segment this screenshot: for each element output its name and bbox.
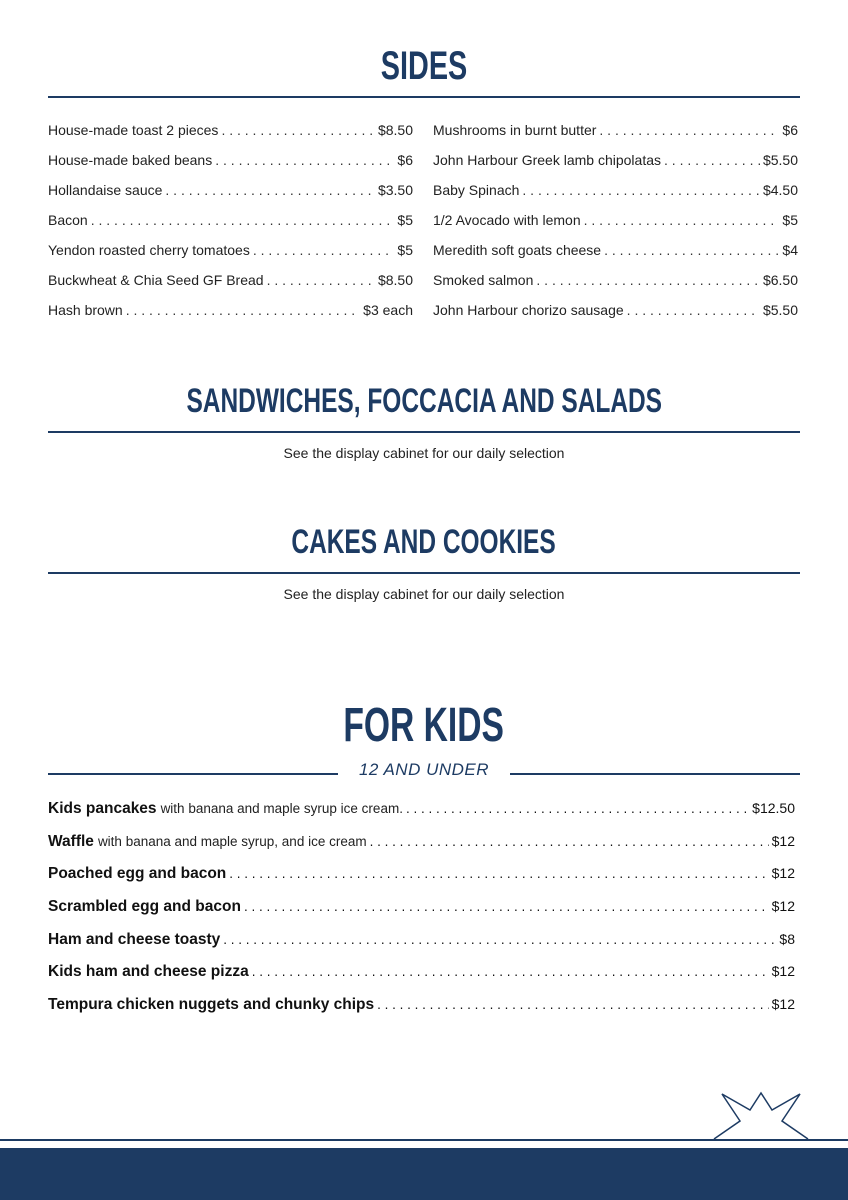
- item-price: $6: [397, 152, 413, 168]
- dot-leader: [599, 122, 779, 138]
- item-name: John Harbour chorizo sausage: [433, 302, 624, 318]
- item-name: Hash brown: [48, 302, 123, 318]
- menu-item: [433, 242, 798, 272]
- kids-menu-item: [48, 865, 795, 898]
- kids-item-price: $12: [771, 996, 795, 1013]
- dot-leader: [627, 302, 760, 318]
- item-name: John Harbour Greek lamb chipolatas: [433, 152, 662, 168]
- item-price: $4: [782, 242, 798, 258]
- dot-leader: [536, 272, 760, 288]
- dot-leader: [249, 964, 769, 979]
- footer-band: [0, 1148, 848, 1200]
- kids-divider-right: [510, 773, 800, 775]
- menu-item: [433, 182, 798, 212]
- dot-leader: [584, 212, 780, 228]
- menu-item: [48, 302, 413, 332]
- kids-item-name: Waffle: [48, 832, 94, 850]
- dot-leader: [241, 899, 769, 914]
- kids-item-name: Kids pancakes: [48, 800, 157, 817]
- menu-item: [433, 152, 798, 182]
- dot-leader: [226, 866, 768, 881]
- item-name: Mushrooms in burnt butter: [433, 122, 597, 138]
- menu-item: [433, 272, 798, 302]
- kids-menu-item: [48, 800, 795, 833]
- kids-item-name: Poached egg and bacon: [48, 865, 227, 883]
- item-name: House-made toast 2 pieces: [48, 122, 219, 138]
- item-price: $6: [782, 122, 798, 138]
- dot-leader: [126, 302, 360, 318]
- dot-leader: [367, 834, 769, 849]
- sides-heading: SIDES: [380, 44, 468, 88]
- cakes-heading: CAKES AND COOKIES: [291, 523, 557, 561]
- item-price: $4.50: [762, 182, 798, 198]
- kids-menu-item: [48, 996, 795, 1029]
- sides-divider: [48, 96, 800, 98]
- item-price: $5: [397, 242, 413, 258]
- menu-item: [433, 302, 798, 332]
- item-name: House-made baked beans: [48, 152, 213, 168]
- item-name: Buckwheat & Chia Seed GF Bread: [48, 272, 264, 288]
- dot-leader: [374, 997, 768, 1012]
- kids-menu-item: [48, 898, 795, 931]
- kids-item-name: Ham and cheese toasty: [48, 930, 221, 948]
- cakes-note: See the display cabinet for our daily selection: [283, 586, 565, 602]
- menu-item: [433, 122, 798, 152]
- menu-item: [48, 242, 413, 272]
- kids-item-description: with banana and maple syrup, and ice cream: [97, 833, 367, 849]
- kids-item-price: $12: [771, 832, 795, 849]
- sandwiches-note: See the display cabinet for our daily selection: [283, 445, 565, 461]
- kids-menu-item: [48, 931, 795, 964]
- dot-leader: [522, 182, 760, 198]
- kids-heading: FOR KIDS: [343, 699, 505, 752]
- dot-leader: [604, 242, 779, 258]
- item-name: Hollandaise sauce: [48, 182, 163, 198]
- kids-item-price: $12: [771, 963, 795, 980]
- dot-leader: [253, 242, 395, 258]
- kids-item-price: $12.50: [752, 800, 795, 816]
- item-name: 1/2 Avocado with lemon: [433, 212, 581, 228]
- menu-item: [48, 182, 413, 212]
- item-price: $5: [782, 212, 798, 228]
- dot-leader: [403, 801, 749, 816]
- kids-item-price: $8: [779, 930, 795, 947]
- item-price: $5.50: [762, 302, 798, 318]
- item-price: $8.50: [377, 122, 413, 138]
- kids-item-name: Scrambled egg and bacon: [48, 898, 241, 916]
- dot-leader: [267, 272, 375, 288]
- item-price: $6.50: [762, 272, 798, 288]
- item-name: Bacon: [48, 212, 88, 228]
- sides-left-column: [48, 122, 413, 332]
- dot-leader: [165, 182, 375, 198]
- item-price: $3 each: [363, 302, 413, 318]
- menu-item: [433, 212, 798, 242]
- item-name: Yendon roasted cherry tomatoes: [48, 242, 250, 258]
- dot-leader: [221, 122, 375, 138]
- item-name: Meredith soft goats cheese: [433, 242, 602, 258]
- kids-menu-item: [48, 963, 795, 996]
- item-price: $8.50: [377, 272, 413, 288]
- crown-star-icon: [712, 1090, 810, 1142]
- kids-item-price: $12: [771, 898, 795, 915]
- item-price: $5: [397, 212, 413, 228]
- item-name: Baby Spinach: [433, 182, 520, 198]
- dot-leader: [215, 152, 394, 168]
- menu-item: [48, 122, 413, 152]
- item-price: $3.50: [377, 182, 413, 198]
- dot-leader: [220, 932, 776, 947]
- item-name: Smoked salmon: [433, 272, 534, 288]
- dot-leader: [91, 212, 395, 228]
- kids-item-price: $12: [771, 865, 795, 882]
- sandwiches-divider: [48, 431, 800, 433]
- sandwiches-heading: SANDWICHES, FOCCACIA AND SALADS: [186, 382, 662, 420]
- kids-item-name: Kids ham and cheese pizza: [48, 963, 249, 981]
- sides-right-column: [433, 122, 798, 332]
- menu-item: [48, 272, 413, 302]
- cakes-divider: [48, 572, 800, 574]
- kids-item-description: with banana and maple syrup ice cream.: [160, 801, 403, 816]
- dot-leader: [664, 152, 760, 168]
- menu-item: [48, 212, 413, 242]
- menu-item: [48, 152, 413, 182]
- kids-subtitle: 12 AND UNDER: [358, 760, 490, 779]
- kids-menu-list: [48, 800, 795, 1029]
- kids-item-name: Tempura chicken nuggets and chunky chips: [48, 996, 375, 1014]
- item-price: $5.50: [762, 152, 798, 168]
- kids-menu-item: [48, 833, 795, 866]
